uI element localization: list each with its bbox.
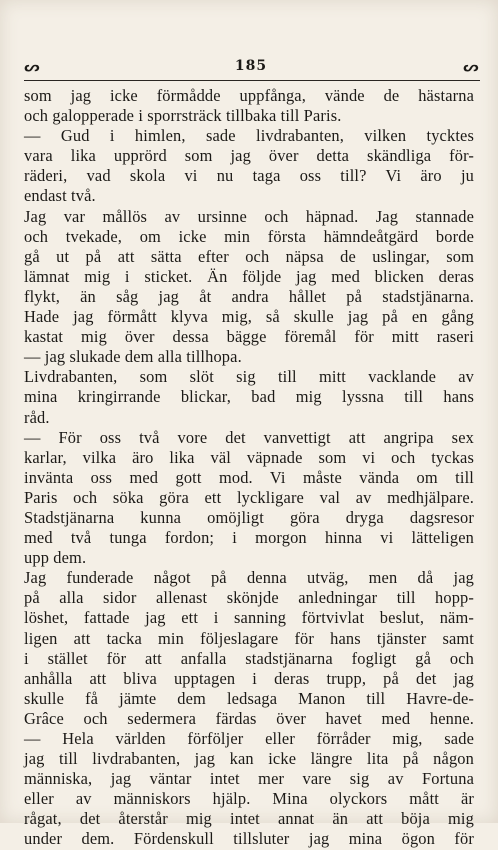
text-line: under dem. Fördenskull tillsluter jag mina ögon för (24, 829, 474, 849)
left-ornament-icon: ᔕ (24, 60, 39, 75)
text-line: rågat, det återstår mig intet annat än att böja mig (24, 809, 474, 829)
text-line: jag till livdrabanten, jag kan icke längre lita på någon (24, 749, 474, 769)
text-line: anhålla att bliva upptagen i deras trupp, på det jag (24, 668, 474, 688)
text-line: som jag icke förmådde uppfånga, vände de hästarna (24, 86, 474, 105)
body-text (24, 86, 474, 850)
right-ornament-icon: ᔕ (463, 60, 478, 75)
text-line: upp dem. (24, 548, 87, 568)
text-line: — jag slukade dem alla tillhopa. (24, 347, 242, 367)
text-line: invänta oss med gott mod. Vi måste vända om till (24, 467, 474, 487)
text-line: skulle få jämte dem ledsaga Manon till Havre-de- (24, 688, 474, 708)
text-line: kastat mig över dessa bägge föremål för mitt raseri (24, 327, 474, 347)
text-line: Jag var mållös av ursinne och häpnad. Jag stannade (24, 206, 474, 226)
text-line: — Hela världen förföljer eller förråder mig, sade (24, 729, 474, 748)
page-number: 185 (234, 58, 268, 74)
text-line: mina kringirrande blickar, bad mig lyssna till hans (24, 387, 474, 407)
text-line: ligen att tacka min följeslagare för hans tjänster samt (24, 628, 474, 648)
text-line: vara lika upprörd som jag över detta skändliga för- (24, 146, 474, 166)
text-line: flykt, än såg jag åt andra hållet på stadstjänarna. (24, 286, 474, 306)
header-rule (24, 80, 480, 81)
text-line: Grâce och sedermera färdas över havet med henne. (24, 708, 474, 728)
text-line: i stället för att anfalla stadstjänarna fogligt gå och (24, 648, 474, 668)
text-line: Stadstjänarna kunna omöjligt göra dryga dagsresor (24, 507, 474, 527)
text-line: räderi, vad skola vi nu taga oss till? Vi äro ju (24, 166, 474, 186)
text-line: på alla sidor allenast skönjde anledningar till hopp- (24, 588, 474, 608)
text-line: karlar, vilka äro lika väl väpnade som vi och tyckas (24, 447, 474, 467)
text-line: människa, jag väntar intet mer vare sig av Fortuna (24, 769, 474, 789)
text-line: endast två. (24, 186, 96, 206)
text-line: — Gud i himlen, sade livdrabanten, vilken tycktes (24, 126, 474, 146)
text-line: Hade jag förmått klyva mig, så skulle jag på en gång (24, 307, 474, 327)
text-line: och galopperade i sporrsträck tillbaka till Paris. (24, 106, 342, 126)
text-line: med två tunga fordon; i morgon hinna vi lätteligen (24, 528, 474, 548)
text-line: Paris och söka göra ett lyckligare val av medhjälpare. (24, 487, 474, 507)
text-line: och tvekade, om icke min första hämndeåtgärd borde (24, 226, 474, 246)
text-line: löshet, fattade jag ett i sanning förtvivlat beslut, näm- (24, 608, 474, 628)
text-line: — För oss två vore det vanvettigt att angripa sex (24, 427, 474, 447)
text-line: lämnat mig i sticket. Än följde jag med blicken deras (24, 266, 474, 286)
text-line: eller av människors hjälp. Mina olyckors mått är (24, 789, 474, 809)
text-line: Jag funderade något på denna utväg, men då jag (24, 568, 474, 588)
text-line: gå ut på att sätta efter och näpsa de uslingar, som (24, 246, 474, 266)
text-line: Livdrabanten, som slöt sig till mitt vacklande av (24, 367, 474, 387)
running-header (24, 56, 478, 82)
text-line: råd. (24, 407, 50, 427)
